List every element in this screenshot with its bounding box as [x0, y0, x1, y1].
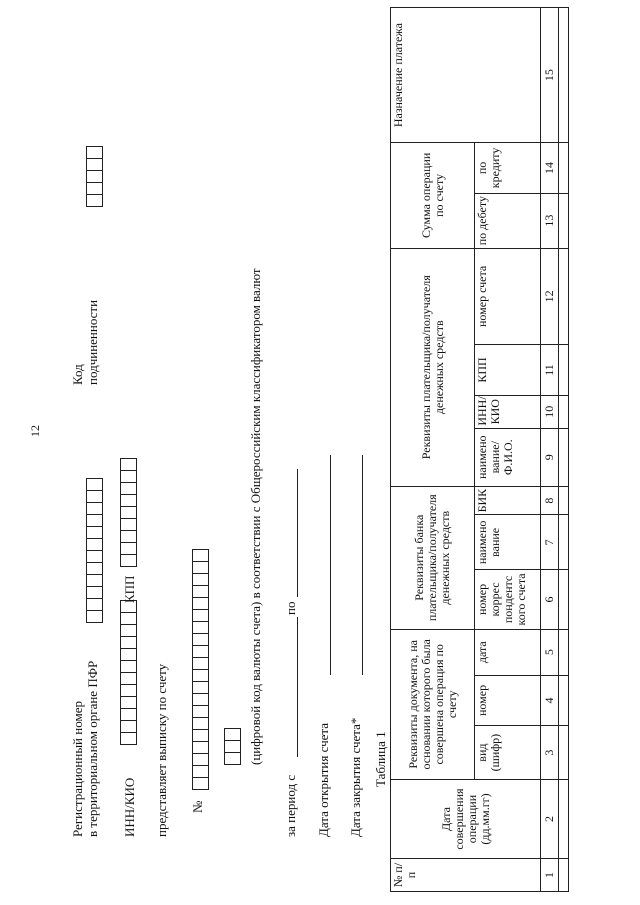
empty-cell[interactable]: [559, 570, 569, 629]
kpp-label: КПП: [122, 575, 137, 603]
header-payer-account: номер счета: [475, 248, 541, 345]
column-number: 15: [541, 8, 559, 143]
column-number: 3: [541, 726, 559, 780]
account-number-boxes[interactable]: [192, 549, 209, 790]
header-payer-kpp: КПП: [475, 345, 541, 396]
inn-label: ИНН/КИО: [122, 777, 137, 837]
inn-boxes[interactable]: [120, 600, 137, 745]
empty-cell[interactable]: [559, 345, 569, 396]
column-number: 7: [541, 515, 559, 570]
empty-cell[interactable]: [559, 428, 569, 486]
empty-cell[interactable]: [559, 859, 569, 892]
empty-cell[interactable]: [559, 629, 569, 675]
kod-label-line2: подчиненности: [85, 299, 100, 385]
period-to-line[interactable]: [297, 469, 298, 597]
close-date-label: Дата закрытия счета*: [348, 717, 363, 837]
empty-cell[interactable]: [559, 780, 569, 859]
column-number: 14: [541, 143, 559, 194]
header-date: Дата совершения операции (дд.мм.гг): [391, 780, 541, 859]
empty-cell[interactable]: [559, 515, 569, 570]
header-sum-credit: по кредиту: [475, 143, 541, 194]
empty-cell[interactable]: [559, 8, 569, 143]
column-number: 5: [541, 629, 559, 675]
column-number: 13: [541, 193, 559, 248]
column-number: 6: [541, 570, 559, 629]
number-sign: №: [190, 800, 205, 813]
column-number: 10: [541, 395, 559, 428]
header-sum-debit: по дебету: [475, 193, 541, 248]
header-bank-bik: БИК: [475, 486, 541, 515]
reg-number-boxes[interactable]: [86, 478, 103, 623]
header-doc-type: вид (шифр): [475, 726, 541, 780]
open-date-line[interactable]: [330, 455, 331, 675]
column-number: 12: [541, 248, 559, 345]
reg-number-label-line1: Регистрационный номер: [70, 701, 85, 837]
empty-cell[interactable]: [559, 248, 569, 345]
empty-cell[interactable]: [559, 143, 569, 194]
statement-table: [390, 7, 569, 892]
header-num: № п/п: [391, 859, 541, 892]
header-sum-group: Сумма операции по счету: [391, 143, 475, 248]
header-payer-name: наимено вание/ Ф.И.О.: [475, 428, 541, 486]
currency-note: (цифровой код валюты счета) в соответствии с Общероссийским классификатором валют: [248, 268, 263, 765]
period-to-label: по: [283, 601, 298, 615]
column-number: 9: [541, 428, 559, 486]
kpp-boxes[interactable]: [120, 458, 137, 567]
kod-label-line1: Код: [70, 364, 85, 385]
page-number: 12: [28, 425, 42, 437]
period-from-label: за период с: [283, 774, 298, 837]
column-number: 4: [541, 675, 559, 726]
header-purpose: Назначение платежа: [391, 8, 541, 143]
column-number: 8: [541, 486, 559, 515]
empty-cell[interactable]: [559, 193, 569, 248]
empty-cell[interactable]: [559, 675, 569, 726]
header-doc-number: номер: [475, 675, 541, 726]
kod-boxes[interactable]: [86, 146, 103, 207]
table-title: Таблица 1: [373, 731, 388, 787]
empty-cell[interactable]: [559, 486, 569, 515]
header-payer-inn: ИНН/ КИО: [475, 395, 541, 428]
currency-code-boxes[interactable]: [224, 728, 241, 765]
header-bank-corr: номер коррес пондентс кого счета: [475, 570, 541, 629]
empty-cell[interactable]: [559, 395, 569, 428]
column-number: 1: [541, 859, 559, 892]
reg-number-label-line2: в территориальном органе ПФР: [85, 660, 100, 837]
period-from-line[interactable]: [297, 617, 298, 757]
open-date-label: Дата открытия счета: [316, 722, 331, 837]
header-bank-group: Реквизиты банка плательщика/получателя денежных средств: [391, 486, 475, 629]
close-date-line[interactable]: [362, 455, 363, 675]
header-doc-group: Реквизиты документа, на основании которого была совершена операция по счету: [391, 629, 475, 779]
header-doc-date: дата: [475, 629, 541, 675]
column-number: 11: [541, 345, 559, 396]
empty-cell[interactable]: [559, 726, 569, 780]
header-payer-group: Реквизиты плательщика/получателя денежных средств: [391, 248, 475, 486]
column-number: 2: [541, 780, 559, 859]
header-bank-name: наимено вание: [475, 515, 541, 570]
statement-text: представляет выписку по счету: [154, 663, 169, 837]
